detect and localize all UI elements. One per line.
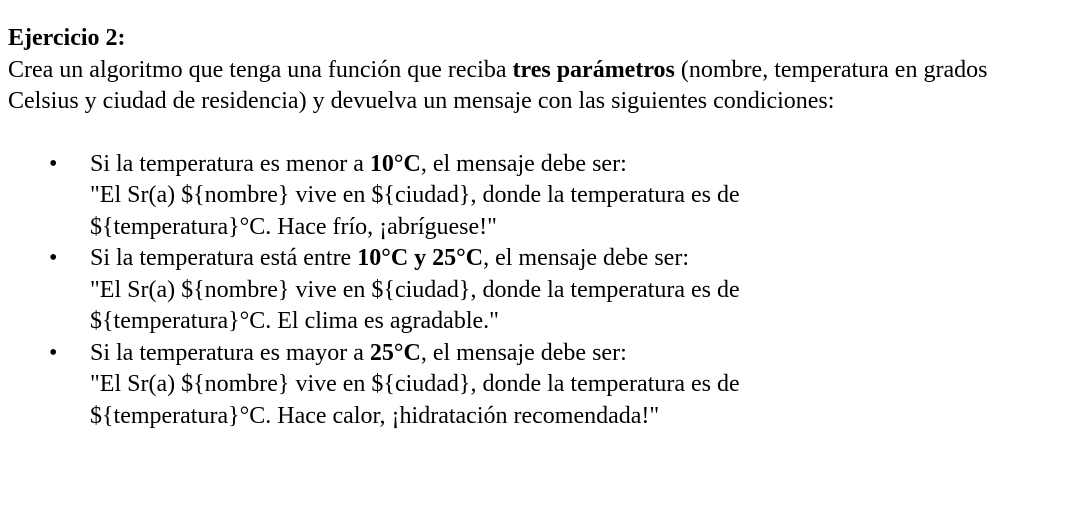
condition-item-cold: [8, 149, 1068, 244]
bullet-icon: •: [49, 150, 58, 177]
bullet-icon: •: [49, 245, 58, 271]
conditions-list: [8, 149, 1068, 433]
message-line-2: ${temperatura}°C. Hace frío, ¡abríguese!": [90, 213, 497, 240]
condition-statement: [90, 243, 1068, 275]
condition-text-end: , el mensaje debe ser:: [420, 150, 627, 177]
message-line-1: "El Sr(a) ${nombre} vive en ${ciudad}, donde la temperatura es de: [90, 182, 740, 208]
condition-item-mild: [8, 243, 1068, 338]
condition-threshold: 10°C y 25°C: [357, 245, 484, 271]
condition-threshold: 10°C: [369, 150, 421, 177]
exercise-title: Ejercicio 2:: [8, 25, 126, 51]
condition-text-end: , el mensaje debe ser:: [483, 245, 689, 271]
condition-statement: [90, 149, 1068, 181]
condition-threshold: 25°C: [369, 339, 421, 366]
intro-text-start: Crea un algoritmo que tenga una función que reciba: [8, 56, 513, 83]
condition-text: Si la temperatura está entre: [90, 245, 358, 271]
condition-text: Si la temperatura es menor a: [90, 150, 370, 177]
intro-text-end: (nombre, temperatura en grados Celsius y ciudad de residencia) y devuelva un mensaje con las siguientes condiciones:: [8, 56, 988, 114]
condition-item-hot: [8, 338, 1068, 433]
exercise-intro: [8, 55, 1018, 118]
message-line-1: "El Sr(a) ${nombre} vive en ${ciudad}, donde la temperatura es de: [90, 371, 740, 397]
condition-statement: [90, 338, 1068, 370]
condition-text: Si la temperatura es mayor a: [90, 339, 370, 366]
message-line-2: ${temperatura}°C. El clima es agradable.": [90, 308, 499, 334]
bullet-icon: •: [49, 339, 58, 366]
exercise-document: [8, 23, 1068, 432]
message-line-1: "El Sr(a) ${nombre} vive en ${ciudad}, donde la temperatura es de: [90, 276, 740, 303]
message-line-2: ${temperatura}°C. Hace calor, ¡hidratación recomendada!": [90, 402, 660, 429]
condition-text-end: , el mensaje debe ser:: [420, 339, 627, 366]
intro-bold-parameters: tres parámetros: [512, 56, 675, 83]
